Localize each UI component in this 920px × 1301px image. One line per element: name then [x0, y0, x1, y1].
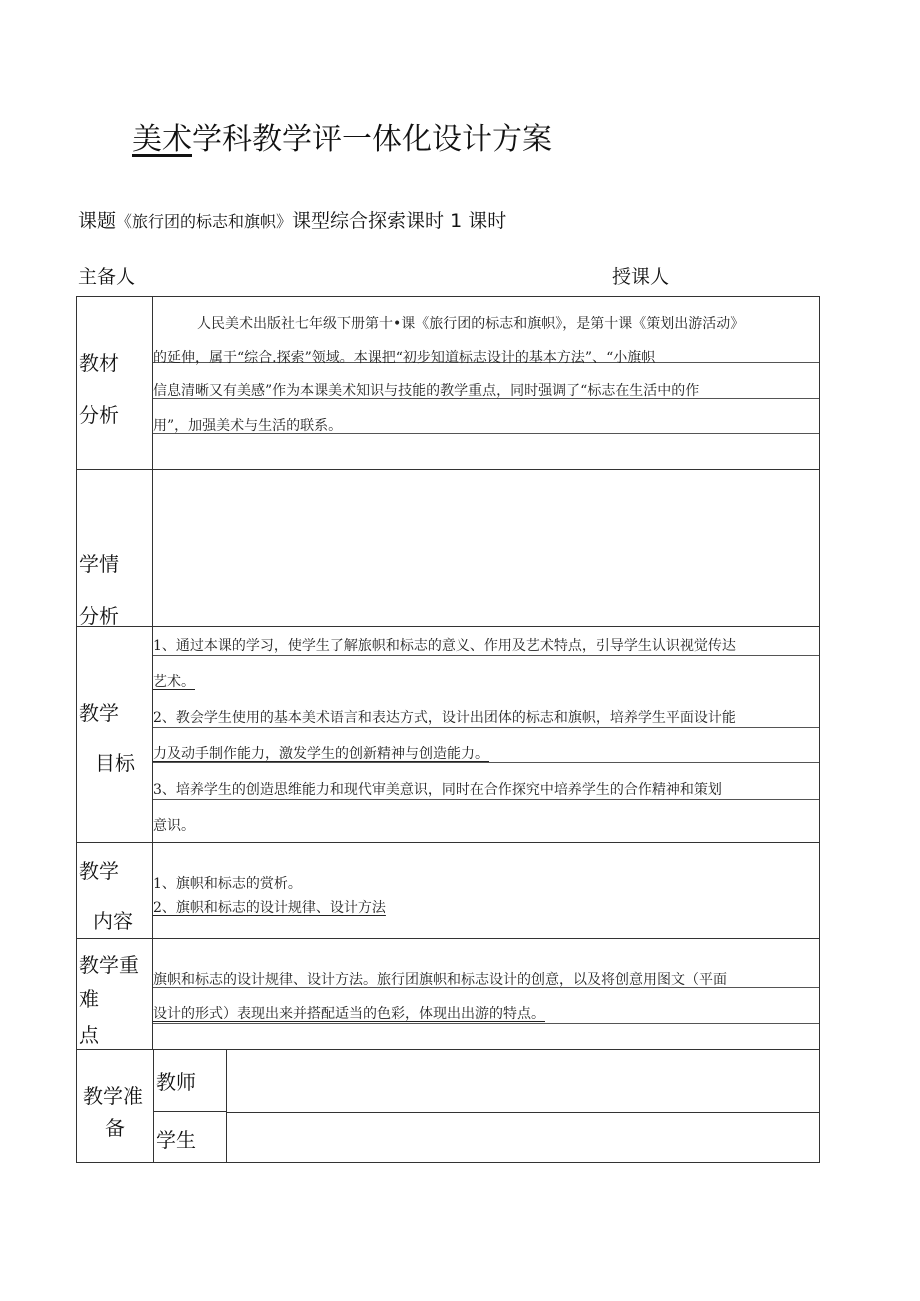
text-line: 2、教会学生使用的基本美术语言和表达方式，设计出团体的标志和旗帜，培养学生平面设计能	[153, 710, 736, 726]
lead-preparer-label: 主备人	[78, 266, 136, 288]
label-teaching-prep: 教学准 备	[83, 1084, 143, 1140]
label-teaching-content: 教学 内容	[77, 843, 153, 938]
cell-textbook-analysis	[153, 297, 819, 469]
page-title	[132, 114, 552, 158]
course-type: 课型综合探索课时 1 课时	[292, 210, 507, 232]
text-line: 1、通过本课的学习，使学生了解旅帜和标志的意义、作用及艺术特点，引导学生认识视觉传达	[153, 638, 736, 654]
prep-teacher-label-cell	[153, 1050, 227, 1112]
row-learner-analysis	[77, 470, 819, 627]
prep-student-label-cell	[153, 1112, 227, 1162]
lecturer-label: 授课人	[612, 266, 670, 288]
text-line: 2、旗帜和标志的设计规律、设计方法	[153, 900, 386, 916]
text-line: 人民美术出版社七年级下册第十•课《旅行团的标志和旗帜》，是第十课《策划出游活动》	[197, 316, 745, 332]
prep-student-label: 学生	[156, 1128, 196, 1152]
text-line: 1、旗帜和标志的赏析。	[153, 876, 302, 892]
text-line: 艺术。	[153, 674, 195, 690]
label-learner-analysis: 学情 分析	[77, 470, 153, 626]
cell-learner-analysis	[153, 470, 819, 626]
row-textbook-analysis	[77, 297, 819, 470]
prep-teacher-label: 教师	[156, 1070, 196, 1094]
label-textbook-analysis: 教材 分析	[77, 297, 153, 469]
label-teaching-goals: 教学 目标	[77, 627, 153, 842]
row-teaching-content	[77, 843, 819, 939]
topic-name: 《旅行团的标志和旗帜》	[116, 212, 293, 231]
row-key-points	[77, 939, 819, 1050]
label-key-points: 教学重 难 点	[77, 939, 153, 1049]
text-line: 设计的形式）表现出来并搭配适当的色彩，体现出出游的特点。	[153, 1006, 545, 1022]
row-teaching-goals	[77, 627, 819, 843]
topic-line	[78, 206, 506, 233]
topic-label: 课题	[78, 210, 117, 232]
cell-key-points	[153, 939, 819, 1049]
text-line: 的延伸，属于“综合.探索”领域。本课把“初步知道标志设计的基本方法”、“小旗帜	[153, 350, 656, 366]
text-line: 用”，加强美术与生活的联系。	[153, 418, 343, 434]
title-underlined: 美术	[132, 122, 192, 157]
text-line: 意识。	[153, 818, 195, 834]
text-line: 力及动手制作能力，激发学生的创新精神与创造能力。	[153, 746, 489, 762]
text-line: 3、培养学生的创造思维能力和现代审美意识，同时在合作探究中培养学生的合作精神和策划	[153, 782, 722, 798]
plan-table	[76, 296, 820, 1163]
title-rest: 学科教学评一体化设计方案	[192, 122, 552, 157]
cell-teaching-goals	[153, 627, 819, 842]
row-teaching-prep	[77, 1050, 819, 1162]
text-line: 旗帜和标志的设计规律、设计方法。旅行团旗帜和标志设计的创意，以及将创意用图文（平面	[153, 972, 727, 988]
text-line: 信息清晰又有美感”作为本课美术知识与技能的教学重点，同时强调了“标志在生活中的作	[153, 383, 700, 399]
cell-teaching-content	[153, 843, 819, 938]
